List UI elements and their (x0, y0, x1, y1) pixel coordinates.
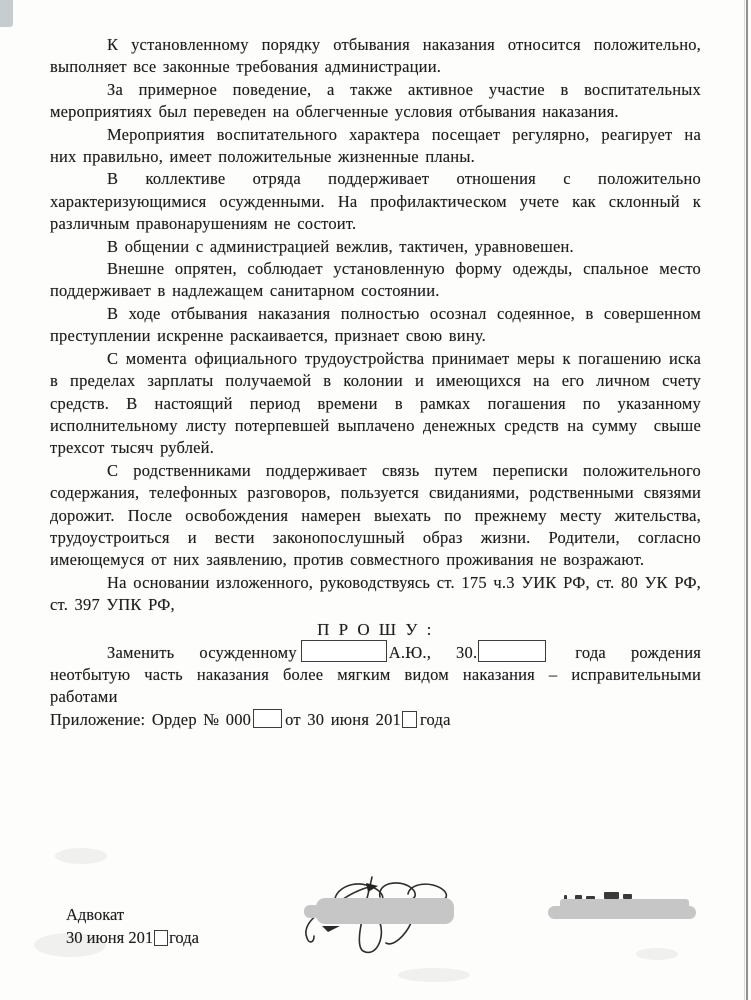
body-paragraph: За примерное поведение, а также активное участие в воспитательных мероприятиях был переведен на облегченные условия отбывания наказания. (50, 79, 701, 122)
redaction-bar (548, 906, 696, 919)
redacted-signer-name (548, 890, 708, 930)
scan-smudge (398, 968, 470, 982)
attachment-text-2: от 30 июня 201 (285, 709, 401, 729)
signature-date-1: 30 июня 201 (66, 928, 154, 947)
body-paragraph: Внешне опрятен, соблюдает установленную форму одежды, спальное место поддерживает в надлежащем санитарном состоянии. (50, 259, 701, 301)
request-text-1: Заменить осужденному (107, 642, 297, 662)
signature-block (66, 903, 199, 949)
body-paragraph: В ходе отбывания наказания полностью осознал содеянное, в совершенном преступлении искренне раскаивается, признает свою вину. (50, 303, 701, 346)
request-text-3: года рождения неотбытую часть наказания более мягким видом наказания – исправительными работами (50, 642, 702, 707)
body-paragraph: К установленному порядку отбывания наказания относится положительно, выполняет все законные требования администрации. (50, 35, 701, 77)
attachment-line (50, 709, 701, 731)
scan-edge-line (746, 0, 748, 1000)
handwritten-signature (292, 866, 477, 961)
redacted-date-year-field (154, 930, 168, 946)
signer-role: Адвокат (66, 905, 125, 924)
legal-basis-paragraph: На основании изложенного, руководствуясь ст. 175 ч.3 УИК РФ, ст. 80 УК РФ, ст. 397 УПК РФ, (50, 572, 701, 615)
scan-smudge (55, 848, 107, 864)
body-paragraph: В коллективе отряда поддерживает отношения с положительно характеризующимися осужденными. На профилактическом учете как склонный к различным правонарушениям не состоит. (50, 169, 701, 234)
body-paragraph: С родственниками поддерживает связь путем переписки положительного содержания, телефонных разговоров, пользуется свиданиями, родственными связями дорожит. После освобождения намерен выехать по прежнему месту жительства, трудоустроиться и вести законопослушный образ жизни. Родители, согласно имеющемуся от них заявлению, против совместного проживания не возражают. (50, 460, 701, 570)
redacted-order-year-field (402, 711, 417, 728)
scan-edge-line-light (744, 0, 745, 1000)
request-paragraph (50, 640, 701, 709)
petition-heading: П Р О Ш У : (317, 619, 434, 639)
redacted-order-number-field (253, 709, 282, 728)
body-paragraph: С момента официального трудоустройства принимает меры к погашению иска в пределах зарплаты получаемой в колонии и имеющихся на его личном счету средств. В настоящий период времени в рамках погашения по указанному исполнительному листу потерпевшей выплачено денежных средств на сумму свыше трехсот тысяч рублей. (50, 348, 701, 458)
body-paragraph: Мероприятия воспитательного характера посещает регулярно, реагирует на них правильно, имеет положительные жизненные планы. (50, 124, 701, 167)
signature-date-2: года (169, 928, 199, 947)
redacted-birthyear-field (478, 640, 546, 662)
document-body (50, 34, 701, 731)
redacted-surname-field (301, 640, 387, 662)
body-paragraph: В общении с администрацией вежлив, тактичен, уравновешен. (107, 236, 574, 256)
request-text-2: А.Ю., 30. (388, 642, 478, 662)
signature-date-line (66, 926, 199, 949)
scan-smudge (636, 948, 678, 960)
peeking-text-fragment (604, 892, 619, 899)
attachment-text-3: года (420, 709, 451, 729)
scan-corner-artifact (0, 0, 13, 27)
attachment-text-1: Приложение: Ордер № 000 (50, 709, 252, 729)
